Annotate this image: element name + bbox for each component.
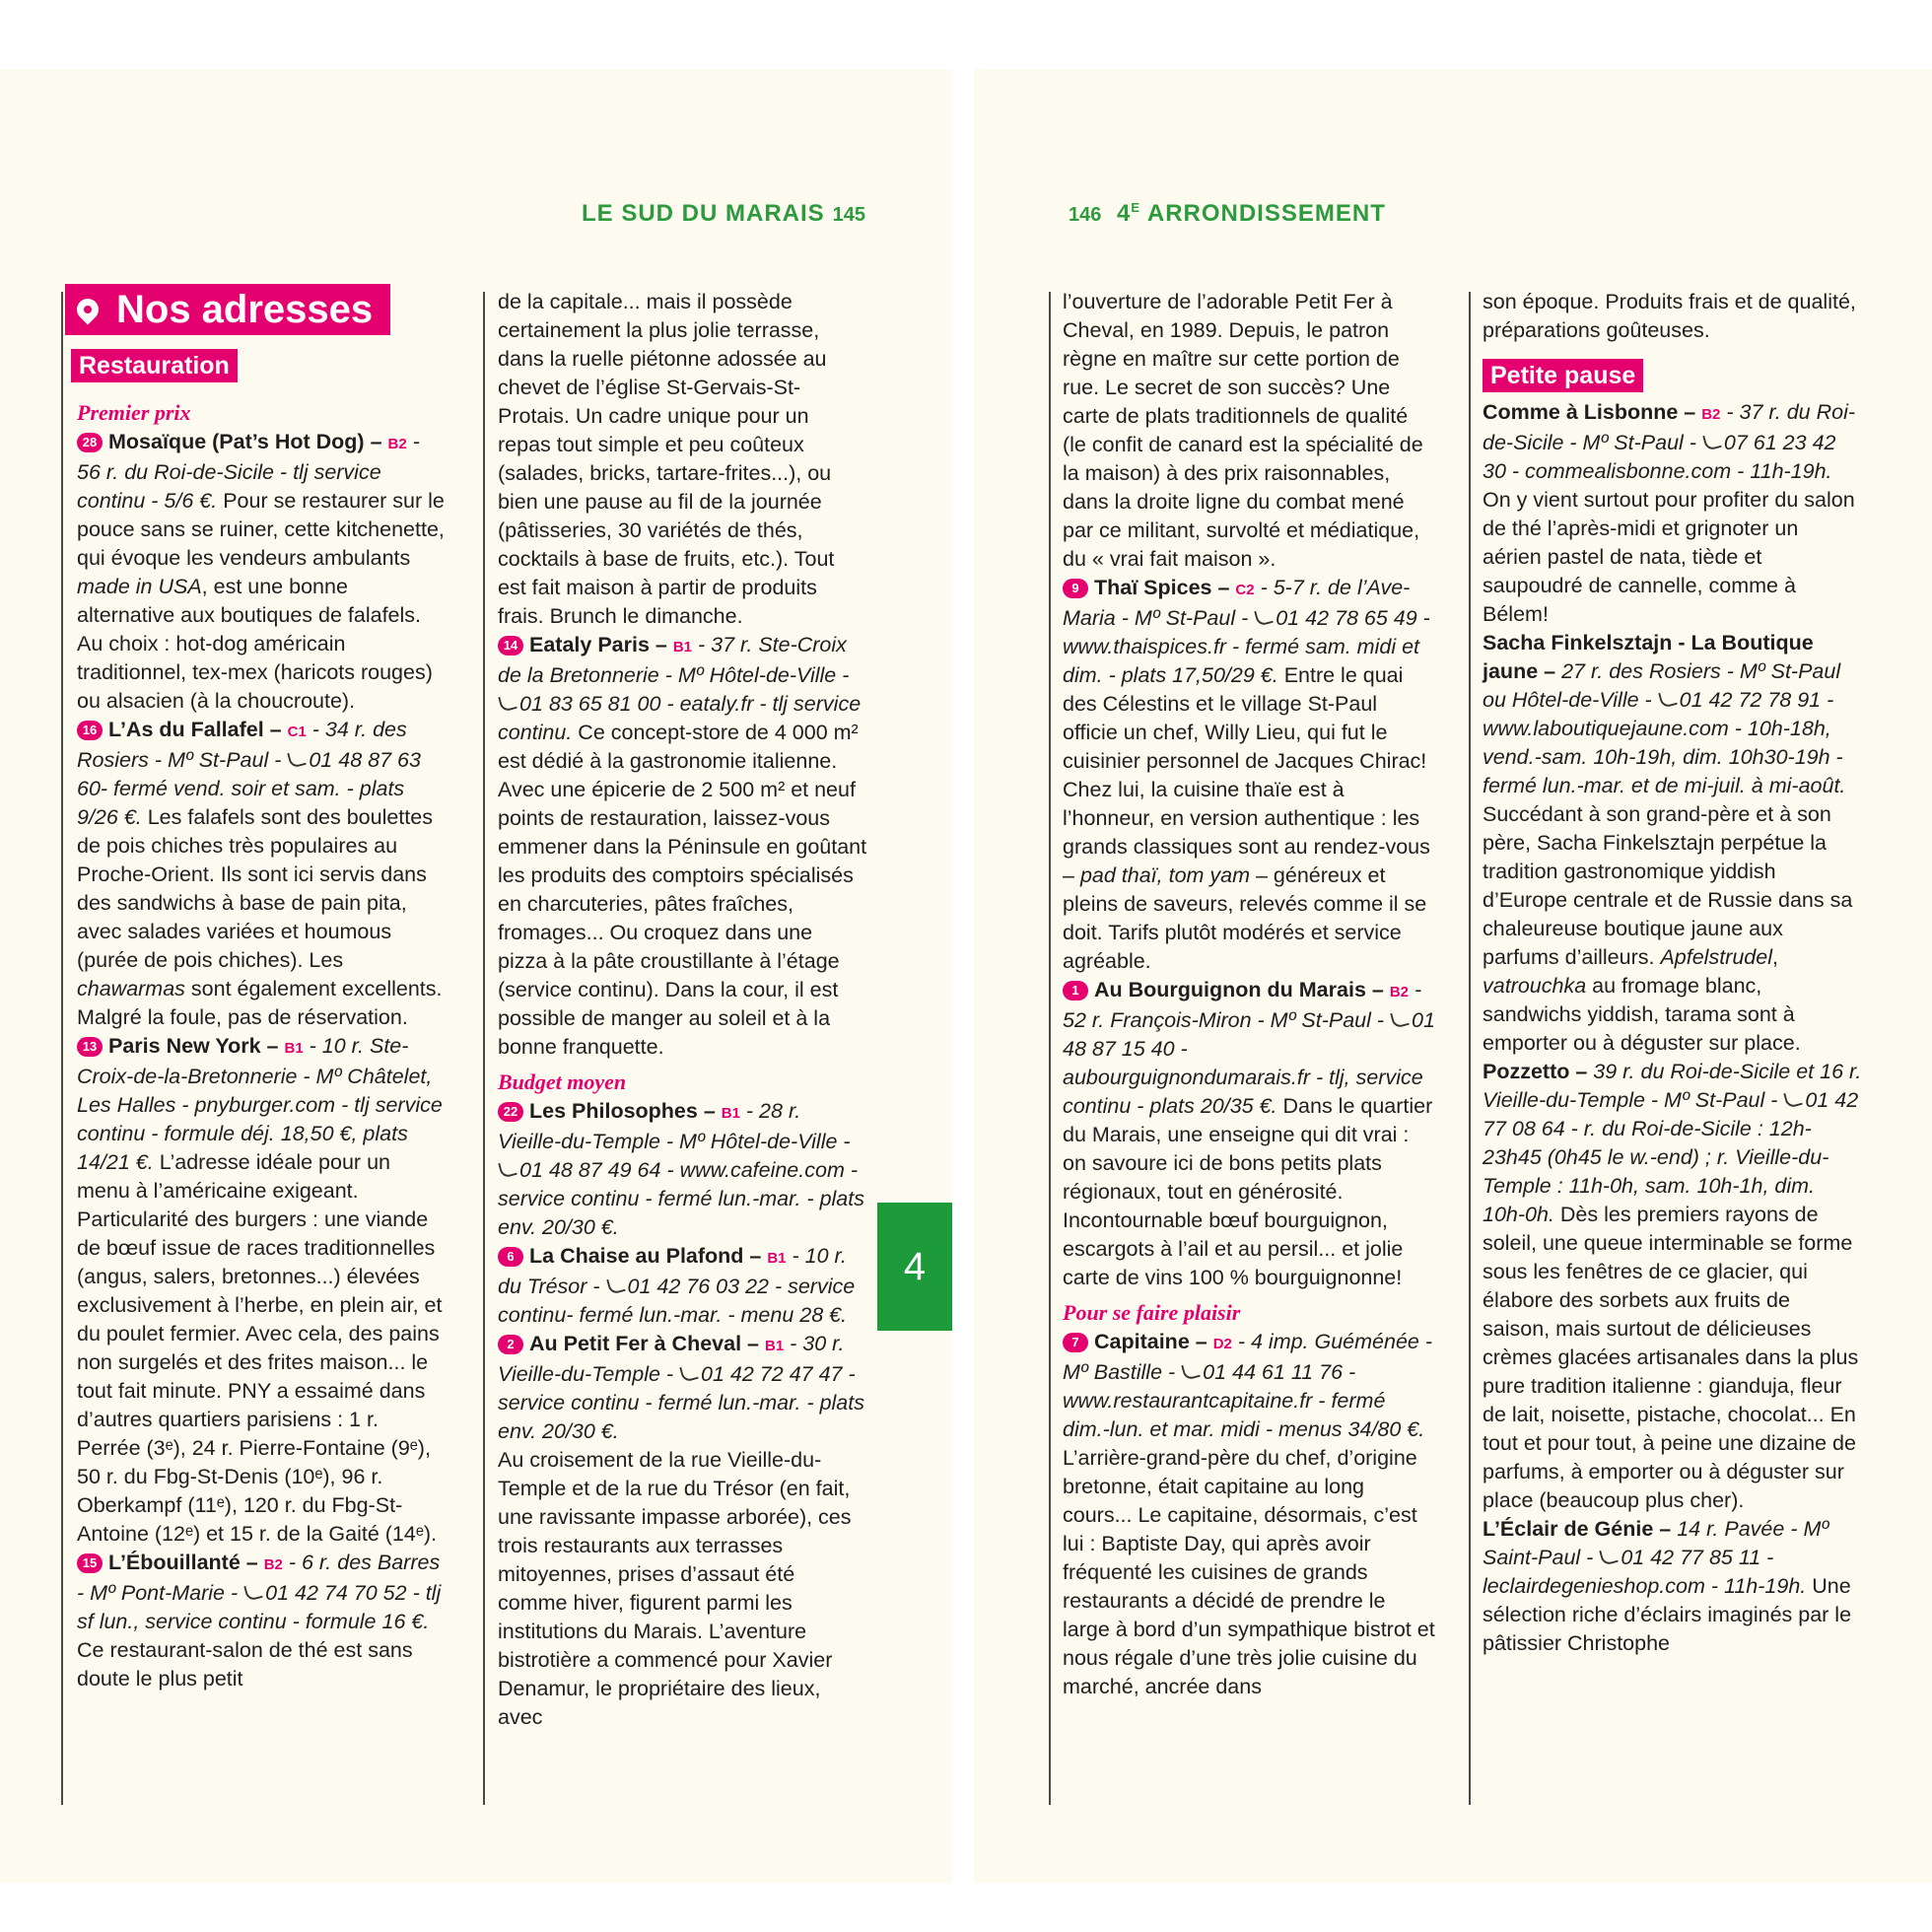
entry-pozzetto: Pozzetto – 39 r. du Roi-de-Sicile et 16 r. Vieille-du-Temple - Mº St-Paul - 01 42 77 08 64 - r. du Roi-de-Sicile : 12h-23h45 (0h45 le w.-end) ; r. Vieille-du-Temple : 11h-0h, sam. 10h-1h, dim. 10h-0h. Dès les premiers rayons de soleil, une queue interminable se forme sous les fenêtres de ce glacier, qui élabore des sorbets aux fruits de saison, mais surtout de délicieuses crèmes glacées artisanales dans la plus pure tradition italienne : gianduja, fleur de lait, noisette, pistache, chocolat... En tout et pour tout, à peine une dizaine de parfums, à emporter ou à déguster sur place (beaucoup plus cher). <box>1483 1060 1862 1512</box>
entry-fallafel: 16 L’As du Fallafel – C1 - 34 r. des Rosiers - Mº St-Paul - 01 48 87 63 60- fermé vend. soir et sam. - plats 9/26 €. Les falafels sont des boulettes de pois chiches très populaires au Proche-Orient. Ils sont ici servis dans des sandwichs à base de pain pita, avec salades variées et houmous (purée de pois chiches). Les chawarmas sont également excellents. Malgré la foule, pas de réservation. <box>77 718 443 1029</box>
phone-icon <box>1390 1009 1410 1029</box>
running-head-right <box>1061 200 1386 228</box>
entry-comme-a-lisbonne: Comme à Lisbonne – B2 - 37 r. du Roi-de-Sicile - Mº St-Paul - 07 61 23 42 30 - commealisbonne.com - 11h-19h. On y vient surtout pour profiter du salon de thé l’après-midi et grignoter un aérien pastel de nata, tiède et saupoudré de cannelle, comme à Bélem! <box>1483 400 1856 626</box>
entry-mosaique: 28 Mosaïque (Pat’s Hot Dog) – B2 - 56 r. du Roi-de-Sicile - tlj service continu - 5/6 €. Pour se restaurer sur le pouce sans se ruiner, cette kitchenette, qui évoque les vendeurs ambulants made in USA, est une bonne alternative aux boutiques de falafels. Au choix : hot-dog américain traditionnel, tex-mex (haricots rouges) ou alsacien (à la choucroute). <box>77 430 445 713</box>
map-pin-icon <box>72 294 103 324</box>
entry-capitaine: 7 Capitaine – D2 - 4 imp. Guéménée - Mº Bastille - 01 44 61 11 76 - www.restaurantcapitaine.fr - fermé dim.-lun. et mar. midi - menus 34/80 €. L’arrière-grand-père du chef, d’origine bretonne, était capitaine au long cours... Le capitaine, désormais, c’est lui : Baptiste Day, qui après avoir fréquenté les cuisines de grands restaurants a décidé de prendre le large à bord d’un sympathique bistrot et nous régale d’une très jolie cuisine du marché, ancrée dans <box>1063 1330 1435 1698</box>
section-title: Nos adresses <box>65 284 390 335</box>
phone-icon <box>1181 1361 1201 1381</box>
entry-thai-spices: 9 Thaï Spices – C2 - 5-7 r. de l’Ave-Maria - Mº St-Paul - 01 42 78 65 49 - www.thaispices.fr - fermé sam. midi et dim. - plats 17,50/29 €. Entre le quai des Célestins et le village St-Paul officie un chef, Willy Lieu, qui fut le cuisinier personnel de Jacques Chirac! Chez lui, la cuisine thaïe est à l’honneur, en version authentique : les grands classiques sont au rendez-vous – pad thaï, tom yam – généreux et pleins de saveurs, relevés comme il se doit. Tarifs plutôt modérés et service agréable. <box>1063 576 1430 973</box>
price-category: Premier prix <box>77 400 191 425</box>
map-number-badge: 7 <box>1063 1333 1088 1352</box>
running-head-left <box>582 200 873 228</box>
page-number: 145 <box>832 204 866 226</box>
entry-petit-fer-a-cheval: 2 Au Petit Fer à Cheval – B1 - 30 r. Vieille-du-Temple - 01 42 72 47 47 - service continu - fermé lun.-mar. - plats env. 20/30 €. <box>498 1332 864 1443</box>
price-category: Budget moyen <box>498 1070 627 1094</box>
entry-bourguignon: 1 Au Bourguignon du Marais – B2 - 52 r. François-Miron - Mº St-Paul - 01 48 87 15 40 - aubourguignondumarais.fr - tlj, service continu - plats 20/35 €. Dans le quartier du Marais, une enseigne qui dit vrai : on savoure ici de bons petits plats régionaux, tout en générosité. Incontournable bœuf bourguignon, escargots à l’ail et au persil... et jolie carte de vins 100 % bourguignonne! <box>1063 978 1435 1289</box>
entry-chaise-au-plafond: 6 La Chaise au Plafond – B1 - 10 r. du Trésor - 01 42 76 03 22 - service continu- fermé lun.-mar. - menu 28 €. <box>498 1244 856 1327</box>
price-category: Pour se faire plaisir <box>1063 1300 1241 1325</box>
column-rule <box>483 292 485 1805</box>
map-number-badge: 6 <box>498 1247 523 1267</box>
phone-icon <box>606 1276 626 1295</box>
entry-paris-new-york: 13 Paris New York – B1 - 10 r. Ste-Croix-de-la-Bretonnerie - Mº Châtelet, Les Halles - pnyburger.com - tlj service continu - formule déj. 18,50 €, plats 14/21 €. L’adresse idéale pour un menu à l’américaine exigeant. Particularité des burgers : une viande de bœuf issue de races traditionnelles (angus, salers, bretonnes...) élevées exclusivement à l’herbe, en plein air, et du poulet fermier. Avec cela, des pains non surgelés et des frites maison... le tout fait minute. PNY a essaimé dans d’autres quartiers parisiens : 1 r. Perrée (3ᵉ), 24 r. Pierre-Fontaine (9ᵉ), 50 r. du Fbg-St-Denis (10ᵉ), 96 r. Oberkampf (11ᵉ), 120 r. du Fbg-St-Antoine (12ᵉ) et 15 r. de la Gaité (14ᵉ). <box>77 1034 443 1546</box>
phone-icon <box>1784 1089 1804 1109</box>
phone-icon <box>498 693 518 713</box>
entry-petit-fer-description: Au croisement de la rue Vieille-du-Temple et de la rue du Trésor (en fait, une ravissante impasse arborée), ces trois restaurants aux terrasses mitoyennes, prises d’assaut été comme hiver, figurent parmi les institutions du Marais. L’aventure bistrotière a commencé pour Xavier Denamur, le propriétaire des lieux, avec <box>498 1448 852 1729</box>
phone-icon <box>498 1159 518 1179</box>
map-number-badge: 1 <box>1063 981 1088 1000</box>
map-number-badge: 22 <box>498 1102 523 1122</box>
entry-sacha-finkelsztajn: Sacha Finkelsztajn - La Boutique jaune – 27 r. des Rosiers - Mº St-Paul ou Hôtel-de-Ville - 01 42 72 78 91 - www.laboutiquejaune.com - 10h-18h, vend.-sam. 10h-19h, dim. 10h30-19h - fermé lun.-mar. et de mi-juil. à mi-août. Succédant à son grand-père et à son père, Sacha Finkelsztajn perpétue la tradition gastronomique yiddish d’Europe centrale et de Russie dans sa chaleureuse boutique jaune aux parfums d’ailleurs. Apfelstrudel, vatrouchka au fromage blanc, sandwichs yiddish, tarama sont à emporter ou à déguster sur place. <box>1483 631 1853 1055</box>
map-number-badge: 9 <box>1063 579 1088 598</box>
subsection-restauration: Restauration <box>71 349 238 382</box>
map-number-badge: 28 <box>77 433 103 452</box>
column-rule <box>1469 292 1471 1805</box>
column-3 <box>1063 288 1437 1701</box>
entry-ebouillante: 15 L’Ébouillanté – B2 - 6 r. des Barres - Mº Pont-Marie - 01 42 74 70 52 - tlj sf lun., service continu - formule 16 €. Ce restaurant-salon de thé est sans doute le plus petit <box>77 1551 442 1690</box>
entry-philosophes: 22 Les Philosophes – B1 - 28 r. Vieille-du-Temple - Mº Hôtel-de-Ville - 01 48 87 49 64 - www.cafeine.com - service continu - fermé lun.-mar. - plats env. 20/30 €. <box>498 1099 864 1239</box>
phone-icon <box>1702 432 1722 451</box>
phone-icon <box>1254 607 1274 627</box>
column-2 <box>498 288 867 1732</box>
phone-icon <box>288 749 308 769</box>
phone-icon <box>243 1582 263 1602</box>
map-number-badge: 14 <box>498 636 523 656</box>
phone-icon <box>1658 689 1678 709</box>
entry-ebouillante-continued: de la capitale... mais il possède certainement la plus jolie terrasse, dans la ruelle piétonne adossée au chevet de l’église St-Gervais-St-Protais. Un cadre unique pour un repas tout simple et peu coûteux (salades, bricks, tartare-frites...), ou bien une pause au fil de la journée (pâtisseries, 30 variétés de thés, cocktails à base de fruits, etc.). Tout est fait maison à partir de produits frais. Brunch le dimanche. <box>498 290 835 628</box>
column-rule <box>1049 292 1051 1805</box>
subsection-petite-pause: Petite pause <box>1483 359 1643 392</box>
entry-capitaine-continued: son époque. Produits frais et de qualité, préparations goûteuses. <box>1483 290 1856 342</box>
chapter-tab[interactable]: 4 <box>877 1203 952 1331</box>
page-number: 146 <box>1069 204 1102 226</box>
map-number-badge: 15 <box>77 1553 103 1573</box>
column-4 <box>1483 288 1862 1658</box>
phone-icon <box>1600 1547 1620 1566</box>
running-head-title: LE SUD DU MARAIS <box>582 200 825 227</box>
entry-eataly: 14 Eataly Paris – B1 - 37 r. Ste-Croix de la Bretonnerie - Mº Hôtel-de-Ville - 01 83 65 81 00 - eataly.fr - tlj service continu. Ce concept-store de 4 000 m² est dédié à la gastronomie italienne. Avec une épicerie de 2 500 m² et neuf points de restauration, laissez-vous emmener dans la Péninsule en goûtant les produits des comptoirs spécialisés en charcuteries, pâtes fraîches, fromages... Ou croquez dans une pizza à la pâte croustillante à l’étage (service continu). Dans la cour, il est possible de manger au soleil et à la bonne franquette. <box>498 633 867 1059</box>
phone-icon <box>679 1363 699 1383</box>
entry-eclair-de-genie: L’Éclair de Génie – 14 r. Pavée - Mº Saint-Paul - 01 42 77 85 11 - leclairdegenieshop.com - 11h-19h. Une sélection riche d’éclairs imaginés par le pâtissier Christophe <box>1483 1517 1852 1655</box>
entry-petit-fer-continued: l’ouverture de l’adorable Petit Fer à Cheval, en 1989. Depuis, le patron règne en maître sur cette portion de rue. Le secret de son succès? Une carte de plats traditionnels de qualité (le confit de canard est la spécialité de la maison) à des prix raisonnables, dans la droite ligne du combat mené par ce militant, survolté et médiatique, du « vrai fait maison ». <box>1063 290 1423 571</box>
running-head-title: $4^E$ ARRONDISSEMENT <box>1117 200 1386 227</box>
map-number-badge: 2 <box>498 1335 523 1354</box>
map-number-badge: 16 <box>77 721 103 740</box>
map-number-badge: 13 <box>77 1037 103 1057</box>
column-1 <box>65 284 446 1693</box>
column-rule <box>61 292 63 1805</box>
